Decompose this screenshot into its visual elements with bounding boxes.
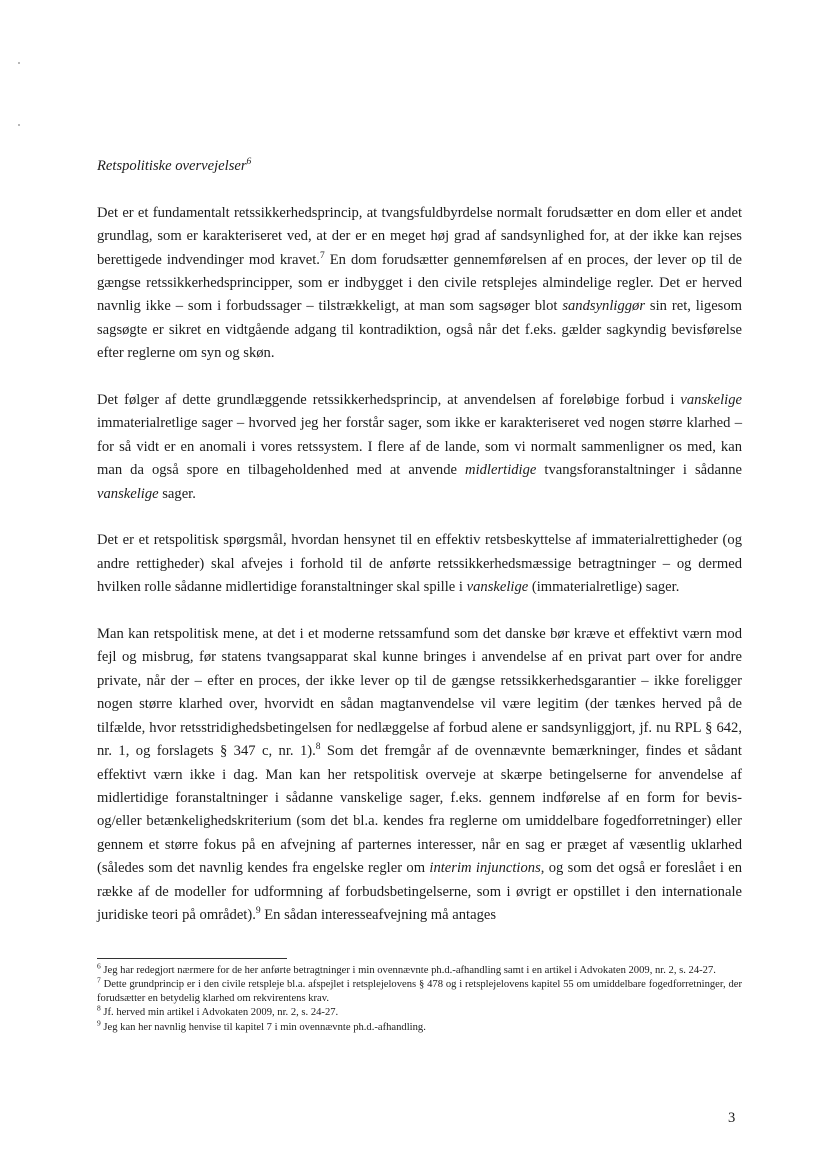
margin-mark	[18, 124, 20, 126]
emphasis: midlertidige	[465, 462, 537, 479]
section-heading: Retspolitiske overvejelser$^6$	[97, 157, 252, 174]
emphasis: vanskelige	[97, 485, 159, 502]
emphasis: sandsynliggør	[562, 298, 646, 315]
emphasis: vanskelige	[680, 392, 742, 409]
emphasis: interim injunctions	[429, 860, 541, 877]
footnote-number: 8	[97, 1003, 101, 1013]
footnote: $^9$ Jeg kan her navnlig henvise til kapitel 7 i min ovennævnte ph.d.-afhandling.	[97, 1018, 426, 1033]
paragraph-4: Man kan retspolitisk mene, at det i et moderne retssamfund som det danske bør kræve et effektivt værn mod fejl og misbrug, før statens tvangsapparat skal kunne bringes i anvendelse af en privat part over for andre private, når der – efter en proces, der ikke lever op til de gængse retssikkerhedsgarantier – ikke foreligger nogen større klarhed over, hvorvidt en sådan magtanvendelse vil være legitim (der tænkes herved på de tilfælde, hvor retsstridighedsbetingelsen for nedlæggelse af forbud alene er sandsynliggjort, jf. nu RPL § 642, nr. 1, og forslagets § 347 c, nr. 1).$^8$ Som det fremgår af de ovennævnte bemærkninger, findes et sådant effektivt værn ikke i dag. Man kan her retspolitisk overveje at skærpe betingelserne for anvendelse af midlertidige foranstaltninger i sådanne vanskelige sager, f.eks. gennem indførelse af en form for bevis- og/eller betænkelighedskriterium (som det bl.a. kendes fra reglerne om umiddelbare fogedforretninger) eller gennem et større fokus på en afvejning af parternes interesser, når en sag er præget af væsentlig uklarhed (således som det navnlig kendes fra engelske regler om interim injunctions, og som det også er foreslået i en række af de modeller for udformning af forbudsbetingelserne, som i øvrigt er opstillet i den internationale juridiske teori på området).$^9$ En sådan interesseafvejning må antages	[97, 626, 742, 923]
body-text	[97, 155, 742, 951]
paragraph-2: Det følger af dette grundlæggende retssikkerhedsprincip, at anvendelsen af foreløbige forbud i vanskelige immaterialretlige sager – hvorved jeg her forstår sager, som ikke er karakteriseret ved nogen større klarhed – for så vidt er en anomali i vores retssystem. I flere af de lande, som vi normalt sammenligner os med, kan man da også spore en tilbageholdenhed med at anvende midlertidige tvangsforanstaltninger i sådanne vanskelige sager.	[97, 392, 742, 502]
footnote-number: 6	[97, 961, 101, 971]
footnote-number: 9	[97, 1018, 101, 1028]
footnote-ref: 6	[246, 157, 252, 168]
paragraph-3: Det er et retspolitisk spørgsmål, hvordan hensynet til en effektiv retsbeskyttelse af immaterialrettigheder (og andre rettigheder) skal afvejes i forhold til de anførte retssikkerhedsmæssige betragtninger – og dermed hvilken rolle sådanne midlertidige foranstaltninger skal spille i vanskelige (immaterialretlige) sager.	[97, 532, 742, 596]
margin-mark	[18, 62, 20, 64]
footnote-number: 7	[97, 975, 101, 985]
footnote-ref: 9	[255, 906, 261, 917]
footnote-ref: 7	[319, 250, 325, 261]
paragraph-1: Det er et fundamentalt retssikkerhedsprincip, at tvangsfuldbyrdelse normalt forudsætter en dom eller et andet grundlag, som er karakteriseret ved, at der er en meget høj grad af sandsynlighed for, at der ikke kan rejses berettigede indvendinger mod kravet.$^7$ En dom forudsætter gennemførelsen af en proces, der lever op til de gængse retssikkerhedsprincipper, som er indbygget i den civile retsplejes almindelige regler. Det er herved navnlig ikke – som i forbudssager – tilstrækkeligt, at man som sagsøger blot sandsynliggør sin ret, ligesom sagsøgte er sikret en vidtgående adgang til kontradiktion, også når det f.eks. gælder sagkyndig bevisførelse efter reglerne om syn og skøn.	[97, 204, 743, 362]
footnotes	[97, 961, 742, 1035]
footnote: $^8$ Jf. herved min artikel i Advokaten 2009, nr. 2, s. 24-27.	[97, 1003, 339, 1019]
emphasis: vanskelige	[466, 579, 529, 596]
page-number: 3	[728, 1110, 736, 1126]
footnote: $^7$ Dette grundprincip er i den civile retspleje bl.a. afspejlet i retsplejelovens § 478 og i retsplejelovens kapitel 55 om umiddelbare fogedforretninger, der forudsætter en betydelig klarhed om rekvirentens krav.	[97, 975, 742, 1004]
footnote-ref: 8	[315, 742, 321, 753]
footnote: $^6$ Jeg har redegjort nærmere for de her anførte betragtninger i min ovennævnte ph.d.-afhandling samt i en artikel i Advokaten 2009, nr. 2, s. 24-27.	[97, 961, 716, 976]
footnote-separator	[97, 958, 287, 959]
